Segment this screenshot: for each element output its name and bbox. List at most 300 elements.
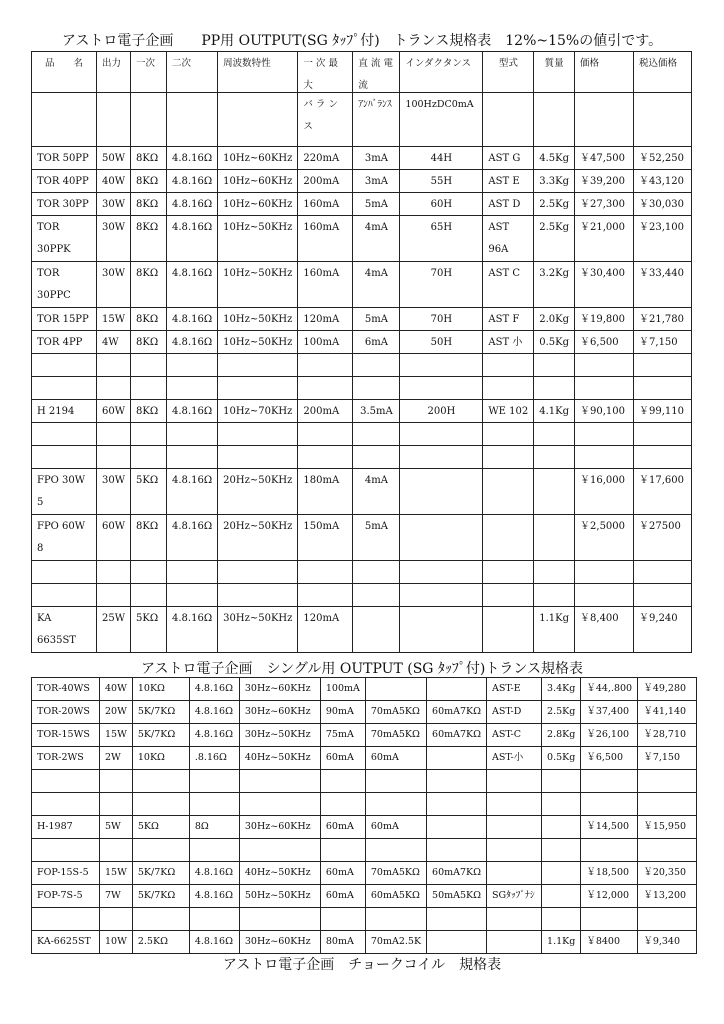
cell-model: [483, 607, 534, 653]
cell-dc-current: 3mA: [353, 147, 400, 170]
table-row: [32, 377, 692, 400]
cell-frequency: 10Hz~70KHz: [218, 400, 298, 423]
cell-max-primary: 60mA: [320, 747, 365, 770]
table-row: [32, 793, 697, 816]
cell-name: [32, 423, 97, 446]
cell-dc-current: 70mA5KΩ: [365, 701, 426, 724]
cell-max-primary: 160mA: [298, 193, 353, 216]
cell-dc-current: 5mA: [353, 308, 400, 331]
cell-price-tax: [634, 584, 692, 607]
cell-primary: 8KΩ: [131, 193, 167, 216]
cell-secondary: [189, 793, 239, 816]
cell-secondary: 4.8.16Ω: [189, 931, 239, 954]
cell-frequency: 10Hz~50KHz: [218, 308, 298, 331]
cell-mass: 2.5Kg: [542, 701, 581, 724]
cell-dc-current-alt: [427, 931, 487, 954]
table-row: [32, 446, 692, 469]
cell-model: AST-E: [487, 678, 542, 701]
cell-secondary: [167, 446, 218, 469]
cell-price: [575, 561, 634, 584]
cell-mass: 1.1Kg: [534, 607, 575, 653]
cell-model: [483, 561, 534, 584]
cell-price: ￥8400: [581, 931, 638, 954]
cell-inductance: [400, 423, 483, 446]
cell-inductance: [400, 446, 483, 469]
cell-max-primary: [298, 354, 353, 377]
cell-name: H-1987: [32, 816, 100, 839]
cell-primary: 5K/7KΩ: [132, 701, 189, 724]
cell-frequency: [218, 354, 298, 377]
cell-frequency: 30Hz~50KHz: [218, 607, 298, 653]
cell-frequency: 10Hz~60KHz: [218, 170, 298, 193]
table-row: [32, 908, 697, 931]
cell-secondary: [167, 354, 218, 377]
cell-price: ￥90,100: [575, 400, 634, 423]
cell-output: [97, 561, 131, 584]
cell-price-tax: ￥30,030: [634, 193, 692, 216]
cell-primary: [131, 354, 167, 377]
cell-max-primary: 180mA: [298, 469, 353, 515]
cell-mass: [534, 561, 575, 584]
cell-secondary: 4.8.16Ω: [189, 724, 239, 747]
cell-dc-current-alt: 60mA7KΩ: [427, 862, 487, 885]
table-row: [32, 862, 697, 885]
cell-primary: 8KΩ: [131, 400, 167, 423]
table-row: [32, 816, 697, 839]
cell-primary: [132, 839, 189, 862]
cell-secondary: [189, 839, 239, 862]
cell-model: AST F: [483, 308, 534, 331]
cell-dc-current: 4mA: [353, 262, 400, 308]
cell-price: [575, 446, 634, 469]
cell-primary: [131, 446, 167, 469]
cell-inductance: [400, 469, 483, 515]
cell-mass: 4.1Kg: [534, 400, 575, 423]
cell-secondary: 4.8.16Ω: [167, 515, 218, 561]
cell-mass: 2.5Kg: [534, 193, 575, 216]
cell-max-primary: 100mA: [320, 678, 365, 701]
cell-max-primary: 120mA: [298, 607, 353, 653]
cell-model: AST 96A: [483, 216, 534, 262]
pp-table-title: アストロ電子企画 PP用 OUTPUT(SG ﾀｯﾌﾟ付) トランス規格表 12%~15%の値引です。: [61, 33, 663, 49]
cell-inductance: [400, 354, 483, 377]
choke-table-title: アストロ電子企画 チョークコイル 規格表: [222, 957, 502, 973]
cell-price: ￥39,200: [575, 170, 634, 193]
table-row: [32, 561, 692, 584]
cell-max-primary: 60mA: [320, 885, 365, 908]
cell-output: 10W: [100, 931, 133, 954]
cell-output: 60W: [97, 400, 131, 423]
cell-primary: 2.5KΩ: [132, 931, 189, 954]
cell-model: [487, 816, 542, 839]
cell-dc-current: [365, 793, 426, 816]
cell-model: [483, 423, 534, 446]
cell-mass: [534, 469, 575, 515]
cell-dc-current: 60mA: [365, 816, 426, 839]
cell-frequency: [239, 908, 320, 931]
cell-name: [32, 377, 97, 400]
cell-primary: 8KΩ: [131, 147, 167, 170]
cell-dc-current: 70mA5KΩ: [365, 862, 426, 885]
cell-output: [100, 839, 133, 862]
cell-output: [97, 584, 131, 607]
cell-frequency: 10Hz~50KHz: [218, 262, 298, 308]
cell-primary: 8KΩ: [131, 515, 167, 561]
cell-mass: [534, 584, 575, 607]
cell-output: 2W: [100, 747, 133, 770]
cell-frequency: 30Hz~60KHz: [239, 931, 320, 954]
table-row: [32, 400, 692, 423]
table-row: [32, 308, 692, 331]
cell-price-tax: ￥7,150: [638, 747, 697, 770]
table-row: [32, 839, 697, 862]
cell-max-primary: [298, 584, 353, 607]
cell-price-tax: ￥9,340: [638, 931, 697, 954]
cell-price: [575, 423, 634, 446]
cell-mass: [534, 423, 575, 446]
table-row: [32, 701, 697, 724]
cell-max-primary: 90mA: [320, 701, 365, 724]
cell-inductance: [400, 561, 483, 584]
cell-mass: [534, 446, 575, 469]
cell-price-tax: ￥41,140: [638, 701, 697, 724]
cell-primary: [132, 908, 189, 931]
cell-secondary: [189, 770, 239, 793]
cell-name: TOR-40WS: [32, 678, 100, 701]
cell-mass: [542, 908, 581, 931]
cell-primary: 5KΩ: [131, 469, 167, 515]
cell-frequency: [218, 423, 298, 446]
cell-max-primary: [298, 377, 353, 400]
cell-secondary: 4.8.16Ω: [189, 885, 239, 908]
cell-price-tax: [634, 354, 692, 377]
cell-output: 60W: [97, 515, 131, 561]
cell-price-tax: ￥52,250: [634, 147, 692, 170]
table-row: [32, 747, 697, 770]
cell-model: [487, 862, 542, 885]
cell-max-primary: [320, 793, 365, 816]
cell-max-primary: [298, 423, 353, 446]
cell-output: 30W: [97, 216, 131, 262]
cell-dc-current-alt: [427, 678, 487, 701]
cell-inductance: 44H: [400, 147, 483, 170]
cell-price-tax: [634, 561, 692, 584]
cell-price-tax: [634, 423, 692, 446]
cell-frequency: 10Hz~60KHz: [218, 193, 298, 216]
cell-dc-current: [365, 839, 426, 862]
cell-inductance: 70H: [400, 308, 483, 331]
cell-max-primary: [298, 561, 353, 584]
cell-output: 7W: [100, 885, 133, 908]
cell-primary: [132, 770, 189, 793]
cell-primary: 5KΩ: [132, 816, 189, 839]
cell-dc-current: [353, 561, 400, 584]
cell-dc-current: [365, 908, 426, 931]
cell-inductance: 200H: [400, 400, 483, 423]
cell-dc-current-alt: [427, 747, 487, 770]
cell-inductance: [400, 584, 483, 607]
cell-secondary: 4.8.16Ω: [189, 678, 239, 701]
cell-dc-current-alt: [427, 793, 487, 816]
cell-name: TOR 30PPK: [32, 216, 97, 262]
cell-price-tax: ￥33,440: [634, 262, 692, 308]
cell-model: AST-D: [487, 701, 542, 724]
cell-primary: 8KΩ: [131, 170, 167, 193]
cell-output: 30W: [97, 469, 131, 515]
cell-secondary: 4.8.16Ω: [167, 400, 218, 423]
cell-price-tax: ￥23,100: [634, 216, 692, 262]
cell-price-tax: ￥17,600: [634, 469, 692, 515]
cell-price-tax: [638, 770, 697, 793]
subheader-balance: バ ラ ン ス: [298, 93, 353, 147]
cell-secondary: 4.8.16Ω: [167, 216, 218, 262]
cell-secondary: 4.8.16Ω: [167, 331, 218, 354]
cell-output: 25W: [97, 607, 131, 653]
cell-inductance: 50H: [400, 331, 483, 354]
cell-dc-current: [353, 446, 400, 469]
cell-dc-current-alt: [427, 770, 487, 793]
cell-dc-current-alt: 50mA5KΩ: [427, 885, 487, 908]
header-frequency: 周波数特性: [218, 52, 298, 93]
cell-model: [483, 446, 534, 469]
cell-secondary: 4.8.16Ω: [189, 701, 239, 724]
cell-max-primary: 100mA: [298, 331, 353, 354]
cell-output: 5W: [100, 816, 133, 839]
cell-mass: 3.3Kg: [534, 170, 575, 193]
cell-name: H 2194: [32, 400, 97, 423]
cell-inductance: [400, 515, 483, 561]
cell-secondary: [167, 423, 218, 446]
cell-price: ￥21,000: [575, 216, 634, 262]
cell-frequency: 50Hz~50KHz: [239, 885, 320, 908]
cell-primary: 5K/7KΩ: [132, 724, 189, 747]
cell-price: ￥18,500: [581, 862, 638, 885]
cell-price-tax: [638, 908, 697, 931]
cell-dc-current: 70mA5KΩ: [365, 724, 426, 747]
cell-mass: [542, 770, 581, 793]
cell-max-primary: 120mA: [298, 308, 353, 331]
cell-dc-current: [353, 423, 400, 446]
cell-max-primary: [320, 770, 365, 793]
cell-primary: 10KΩ: [132, 678, 189, 701]
cell-secondary: 4.8.16Ω: [189, 862, 239, 885]
cell-mass: [534, 515, 575, 561]
header-dc-current: 直 流 電 流: [353, 52, 400, 93]
table-row: [32, 262, 692, 308]
cell-model: WE 102: [483, 400, 534, 423]
cell-frequency: [218, 377, 298, 400]
cell-inductance: [400, 377, 483, 400]
cell-mass: [542, 839, 581, 862]
cell-max-primary: 200mA: [298, 400, 353, 423]
cell-price: ￥6,500: [581, 747, 638, 770]
cell-model: [483, 469, 534, 515]
cell-model: [483, 515, 534, 561]
cell-price: ￥37,400: [581, 701, 638, 724]
cell-model: AST-小: [487, 747, 542, 770]
cell-dc-current-alt: [427, 839, 487, 862]
cell-inductance: 65H: [400, 216, 483, 262]
table-row: [32, 607, 692, 653]
cell-inductance: 60H: [400, 193, 483, 216]
header-output: 出力: [97, 52, 131, 93]
cell-price: [575, 377, 634, 400]
cell-primary: 5K/7KΩ: [132, 885, 189, 908]
table-row: [32, 770, 697, 793]
cell-max-primary: 160mA: [298, 262, 353, 308]
cell-price: ￥19,800: [575, 308, 634, 331]
cell-price-tax: ￥27500: [634, 515, 692, 561]
cell-dc-current: [353, 377, 400, 400]
cell-secondary: [167, 377, 218, 400]
pp-header-row: [32, 52, 692, 93]
table-row: [32, 885, 697, 908]
cell-max-primary: 150mA: [298, 515, 353, 561]
cell-frequency: 20Hz~50KHz: [218, 515, 298, 561]
table-row: [32, 724, 697, 747]
cell-price-tax: [634, 377, 692, 400]
cell-price: [575, 354, 634, 377]
cell-mass: 2.5Kg: [534, 216, 575, 262]
cell-dc-current-alt: 60mA7KΩ: [427, 724, 487, 747]
cell-secondary: 4.8.16Ω: [167, 170, 218, 193]
cell-dc-current: 5mA: [353, 193, 400, 216]
cell-dc-current-alt: [427, 816, 487, 839]
cell-dc-current: [365, 770, 426, 793]
cell-primary: [131, 377, 167, 400]
cell-frequency: 40Hz~50KHz: [239, 862, 320, 885]
cell-max-primary: 75mA: [320, 724, 365, 747]
cell-mass: 3.4Kg: [542, 678, 581, 701]
cell-model: [487, 908, 542, 931]
cell-price-tax: ￥20,350: [638, 862, 697, 885]
cell-frequency: 20Hz~50KHz: [218, 469, 298, 515]
header-mass: 質量: [534, 52, 575, 93]
cell-output: 15W: [100, 862, 133, 885]
cell-dc-current: 60mA5KΩ: [365, 885, 426, 908]
cell-dc-current-alt: [427, 908, 487, 931]
cell-dc-current: 60mA: [365, 747, 426, 770]
cell-frequency: [239, 839, 320, 862]
cell-primary: 8KΩ: [131, 331, 167, 354]
cell-frequency: 40Hz~50KHz: [239, 747, 320, 770]
cell-model: AST E: [483, 170, 534, 193]
cell-max-primary: 60mA: [320, 816, 365, 839]
cell-frequency: 30Hz~60KHz: [239, 678, 320, 701]
cell-model: [483, 377, 534, 400]
cell-model: AST 小: [483, 331, 534, 354]
cell-mass: 2.0Kg: [534, 308, 575, 331]
cell-price: ￥12,000: [581, 885, 638, 908]
cell-dc-current: 3.5mA: [353, 400, 400, 423]
cell-dc-current: 5mA: [353, 515, 400, 561]
cell-primary: [131, 584, 167, 607]
single-spec-table: [31, 677, 697, 954]
cell-price-tax: [638, 793, 697, 816]
cell-mass: [542, 862, 581, 885]
cell-secondary: .8.16Ω: [189, 747, 239, 770]
cell-max-primary: 220mA: [298, 147, 353, 170]
cell-frequency: 10Hz~50KHz: [218, 331, 298, 354]
cell-inductance: 55H: [400, 170, 483, 193]
cell-frequency: [218, 584, 298, 607]
table-row: [32, 170, 692, 193]
cell-primary: 5K/7KΩ: [132, 862, 189, 885]
cell-price: [581, 839, 638, 862]
cell-model: AST C: [483, 262, 534, 308]
cell-name: [32, 770, 100, 793]
cell-primary: 8KΩ: [131, 216, 167, 262]
cell-model: AST D: [483, 193, 534, 216]
cell-dc-current: 3mA: [353, 170, 400, 193]
cell-price-tax: ￥9,240: [634, 607, 692, 653]
cell-name: KA 6635ST: [32, 607, 97, 653]
cell-price-tax: ￥99,110: [634, 400, 692, 423]
cell-max-primary: [320, 908, 365, 931]
cell-primary: [132, 793, 189, 816]
cell-output: 15W: [100, 724, 133, 747]
cell-mass: [542, 793, 581, 816]
cell-price-tax: [638, 839, 697, 862]
cell-frequency: 30Hz~50KHz: [239, 724, 320, 747]
cell-price-tax: ￥28,710: [638, 724, 697, 747]
cell-price-tax: ￥49,280: [638, 678, 697, 701]
cell-mass: 2.8Kg: [542, 724, 581, 747]
cell-price: [581, 793, 638, 816]
cell-frequency: [218, 561, 298, 584]
cell-price: ￥26,100: [581, 724, 638, 747]
cell-model: AST G: [483, 147, 534, 170]
cell-output: 40W: [100, 678, 133, 701]
cell-price: [575, 584, 634, 607]
cell-frequency: 30Hz~60KHz: [239, 816, 320, 839]
cell-name: TOR 30PPC: [32, 262, 97, 308]
cell-model: SGﾀｯﾌﾟﾅｼ: [487, 885, 542, 908]
cell-frequency: 30Hz~60KHz: [239, 701, 320, 724]
cell-frequency: [218, 446, 298, 469]
table-row: [32, 469, 692, 515]
cell-max-primary: 80mA: [320, 931, 365, 954]
cell-name: FOP-7S-5: [32, 885, 100, 908]
cell-price: [581, 908, 638, 931]
cell-name: TOR 15PP: [32, 308, 97, 331]
cell-name: [32, 561, 97, 584]
cell-secondary: 4.8.16Ω: [167, 262, 218, 308]
subheader-unbalance: ｱﾝﾊﾞﾗﾝｽ: [353, 93, 400, 147]
cell-price: ￥16,000: [575, 469, 634, 515]
table-row: [32, 193, 692, 216]
cell-name: TOR-15WS: [32, 724, 100, 747]
table-row: [32, 931, 697, 954]
cell-output: 15W: [97, 308, 131, 331]
cell-price-tax: ￥21,780: [634, 308, 692, 331]
table-row: [32, 515, 692, 561]
cell-price: ￥6,500: [575, 331, 634, 354]
cell-price: ￥44,.800: [581, 678, 638, 701]
cell-model: [483, 354, 534, 377]
cell-model: [487, 839, 542, 862]
cell-output: [100, 793, 133, 816]
cell-mass: [534, 354, 575, 377]
cell-secondary: [189, 908, 239, 931]
cell-dc-current-alt: 60mA7KΩ: [427, 701, 487, 724]
cell-name: KA-6625ST: [32, 931, 100, 954]
table-row: [32, 678, 697, 701]
cell-dc-current: [353, 607, 400, 653]
cell-price-tax: ￥15,950: [638, 816, 697, 839]
table-row: [32, 423, 692, 446]
cell-output: [97, 354, 131, 377]
